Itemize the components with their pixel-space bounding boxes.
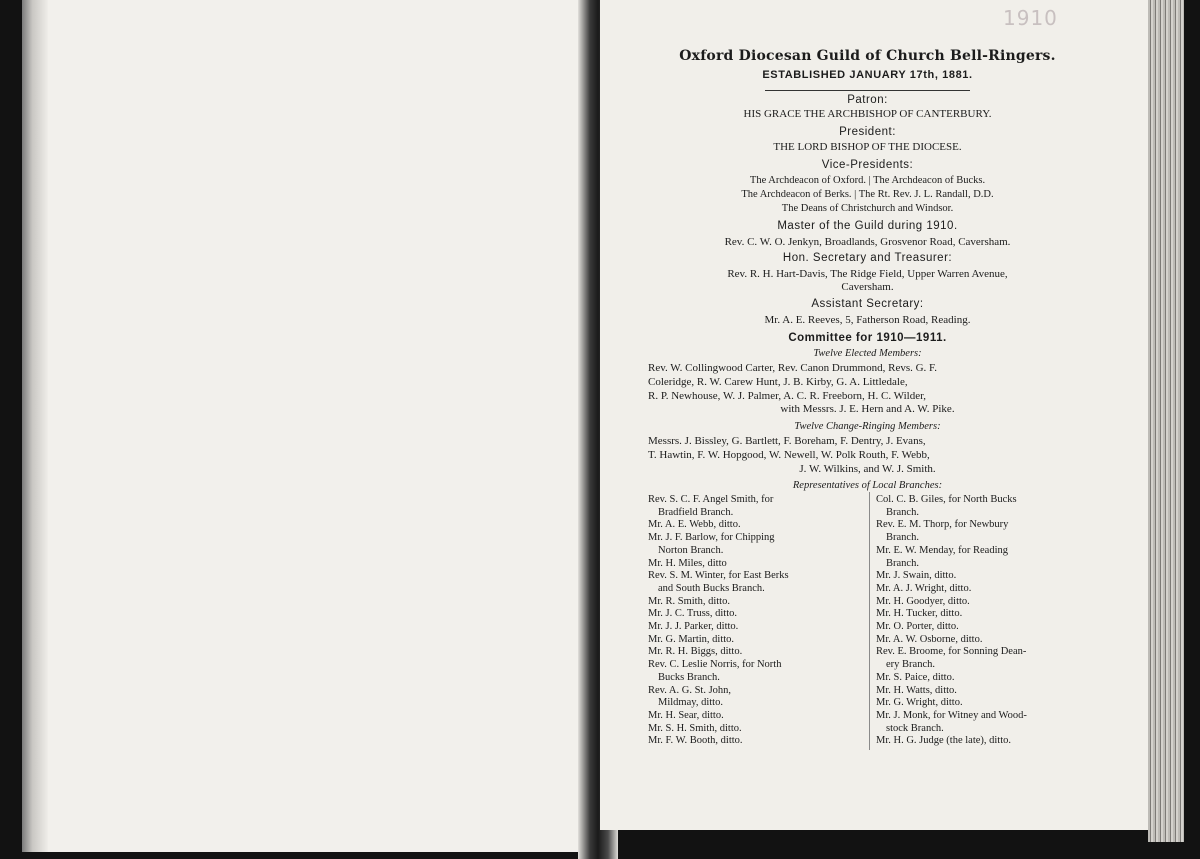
- assistant-heading: Assistant Secretary:: [811, 298, 924, 310]
- assistant-name: Mr. A. E. Reeves, 5, Fatherson Road, Reading.: [764, 314, 971, 326]
- elected-line: with Messrs. J. E. Hern and A. W. Pike.: [780, 403, 955, 415]
- representative-line: Mr. O. Porter, ditto.: [876, 621, 959, 632]
- representative-line: Rev. S. C. F. Angel Smith, for: [648, 494, 774, 505]
- representative-line: Rev. A. G. St. John,: [648, 684, 732, 696]
- representative-line: Mr. H. G. Judge (the late), ditto.: [876, 735, 1012, 747]
- representative-line: Mr. R. Smith, ditto.: [648, 595, 730, 607]
- secretary-line-2: Caversham.: [841, 281, 894, 293]
- elected-line: R. P. Newhouse, W. J. Palmer, A. C. R. Freeborn, H. C. Wilder,: [648, 390, 927, 402]
- representative-line: Rev. C. Leslie Norris, for North: [648, 659, 782, 671]
- president-heading: President:: [839, 126, 896, 138]
- secretary-heading: Hon. Secretary and Treasurer:: [782, 252, 953, 264]
- representative-line: Mr. H. Tucker, ditto.: [876, 608, 963, 620]
- secretary-line-1: Rev. R. H. Hart-Davis, The Ridge Field, Upper Warren Avenue,: [727, 268, 1008, 280]
- representative-line: Rev. S. M. Winter, for East Berks: [648, 570, 789, 582]
- representative-line: Rev. E. Broome, for Sonning Dean-: [876, 646, 1027, 658]
- vice-presidents-heading: Vice-Presidents:: [821, 159, 914, 171]
- representative-line: Mr. A. J. Wright, ditto.: [876, 582, 972, 594]
- page-edges: [1148, 0, 1184, 842]
- representative-line: Col. C. B. Giles, for North Bucks: [876, 494, 1017, 505]
- change-ringing-line: Messrs. J. Bissley, G. Bartlett, F. Boreham, F. Dentry, J. Evans,: [648, 435, 926, 447]
- representative-line: Mr. J. F. Barlow, for Chipping: [648, 532, 775, 544]
- president-name: THE LORD BISHOP OF THE DIOCESE.: [773, 141, 962, 153]
- representative-line: Mr. H. Watts, ditto.: [876, 684, 957, 696]
- master-heading: Master of the Guild during 1910.: [777, 220, 958, 232]
- title-rule: [765, 90, 970, 91]
- representative-line: Branch.: [886, 506, 919, 518]
- representative-line: stock Branch.: [886, 722, 944, 734]
- representative-line: Bradfield Branch.: [658, 506, 734, 518]
- representative-line: Mr. F. W. Booth, ditto.: [648, 735, 743, 747]
- change-ringing-line: J. W. Wilkins, and W. J. Smith.: [799, 463, 936, 475]
- patron-name: HIS GRACE THE ARCHBISHOP OF CANTERBURY.: [743, 108, 992, 120]
- change-ringing-heading: Twelve Change-Ringing Members:: [794, 421, 941, 432]
- representative-line: Mr. H. Goodyer, ditto.: [876, 595, 970, 607]
- vice-presidents-line-1: The Archdeacon of Oxford. | The Archdeacon of Bucks.: [749, 175, 986, 186]
- change-ringing-line: T. Hawtin, F. W. Hopgood, W. Newell, W. Polk Routh, F. Webb,: [648, 449, 930, 461]
- representative-line: and South Bucks Branch.: [658, 582, 765, 594]
- representative-line: Mr. R. H. Biggs, ditto.: [648, 646, 743, 658]
- representative-line: Mr. S. Paice, ditto.: [876, 671, 955, 683]
- representatives-heading: Representatives of Local Branches:: [792, 480, 943, 491]
- representative-line: Mr. A. W. Osborne, ditto.: [876, 633, 983, 645]
- representative-line: Mr. J. J. Parker, ditto.: [648, 621, 739, 632]
- representative-line: Mr. J. Swain, ditto.: [876, 570, 957, 582]
- vice-presidents-line-2: The Archdeacon of Berks. | The Rt. Rev. J. L. Randall, D.D.: [741, 189, 994, 200]
- elected-line: Rev. W. Collingwood Carter, Rev. Canon Drummond, Revs. G. F.: [648, 362, 938, 374]
- left-page-edge: [22, 0, 48, 852]
- representative-line: Mr. S. H. Smith, ditto.: [648, 722, 742, 734]
- patron-heading: Patron:: [847, 94, 888, 106]
- elected-heading: Twelve Elected Members:: [813, 348, 922, 359]
- elected-line: Coleridge, R. W. Carew Hunt, J. B. Kirby, G. A. Littledale,: [648, 376, 908, 388]
- representative-line: Rev. E. M. Thorp, for Newbury: [876, 519, 1009, 531]
- representative-line: Branch.: [886, 557, 919, 569]
- column-divider: [869, 492, 870, 750]
- representative-line: Mr. H. Miles, ditto: [648, 557, 727, 569]
- representative-line: Mr. J. C. Truss, ditto.: [648, 608, 737, 620]
- left-blank-page: [22, 0, 586, 852]
- pencil-annotation: 1910: [1003, 6, 1058, 30]
- master-name: Rev. C. W. O. Jenkyn, Broadlands, Grosvenor Road, Caversham.: [724, 236, 1011, 248]
- representative-line: Mr. E. W. Menday, for Reading: [876, 544, 1009, 556]
- representative-line: Mr. G. Wright, ditto.: [876, 697, 963, 709]
- committee-heading: Committee for 1910—1911.: [788, 332, 947, 344]
- vice-presidents-line-3: The Deans of Christchurch and Windsor.: [781, 203, 954, 214]
- representative-line: Mildmay, ditto.: [658, 697, 723, 709]
- representative-line: Bucks Branch.: [658, 671, 720, 683]
- guild-title: Oxford Diocesan Guild of Church Bell-Ringers.: [679, 48, 1056, 64]
- representative-line: Mr. A. E. Webb, ditto.: [648, 519, 741, 531]
- representative-line: Mr. H. Sear, ditto.: [648, 709, 724, 721]
- established-line: ESTABLISHED JANUARY 17th, 1881.: [762, 69, 973, 81]
- representative-line: Mr. G. Martin, ditto.: [648, 633, 735, 645]
- representative-line: ery Branch.: [886, 659, 935, 671]
- representative-line: Norton Branch.: [658, 544, 724, 556]
- representative-line: Branch.: [886, 532, 919, 544]
- representative-line: Mr. J. Monk, for Witney and Wood-: [876, 709, 1027, 721]
